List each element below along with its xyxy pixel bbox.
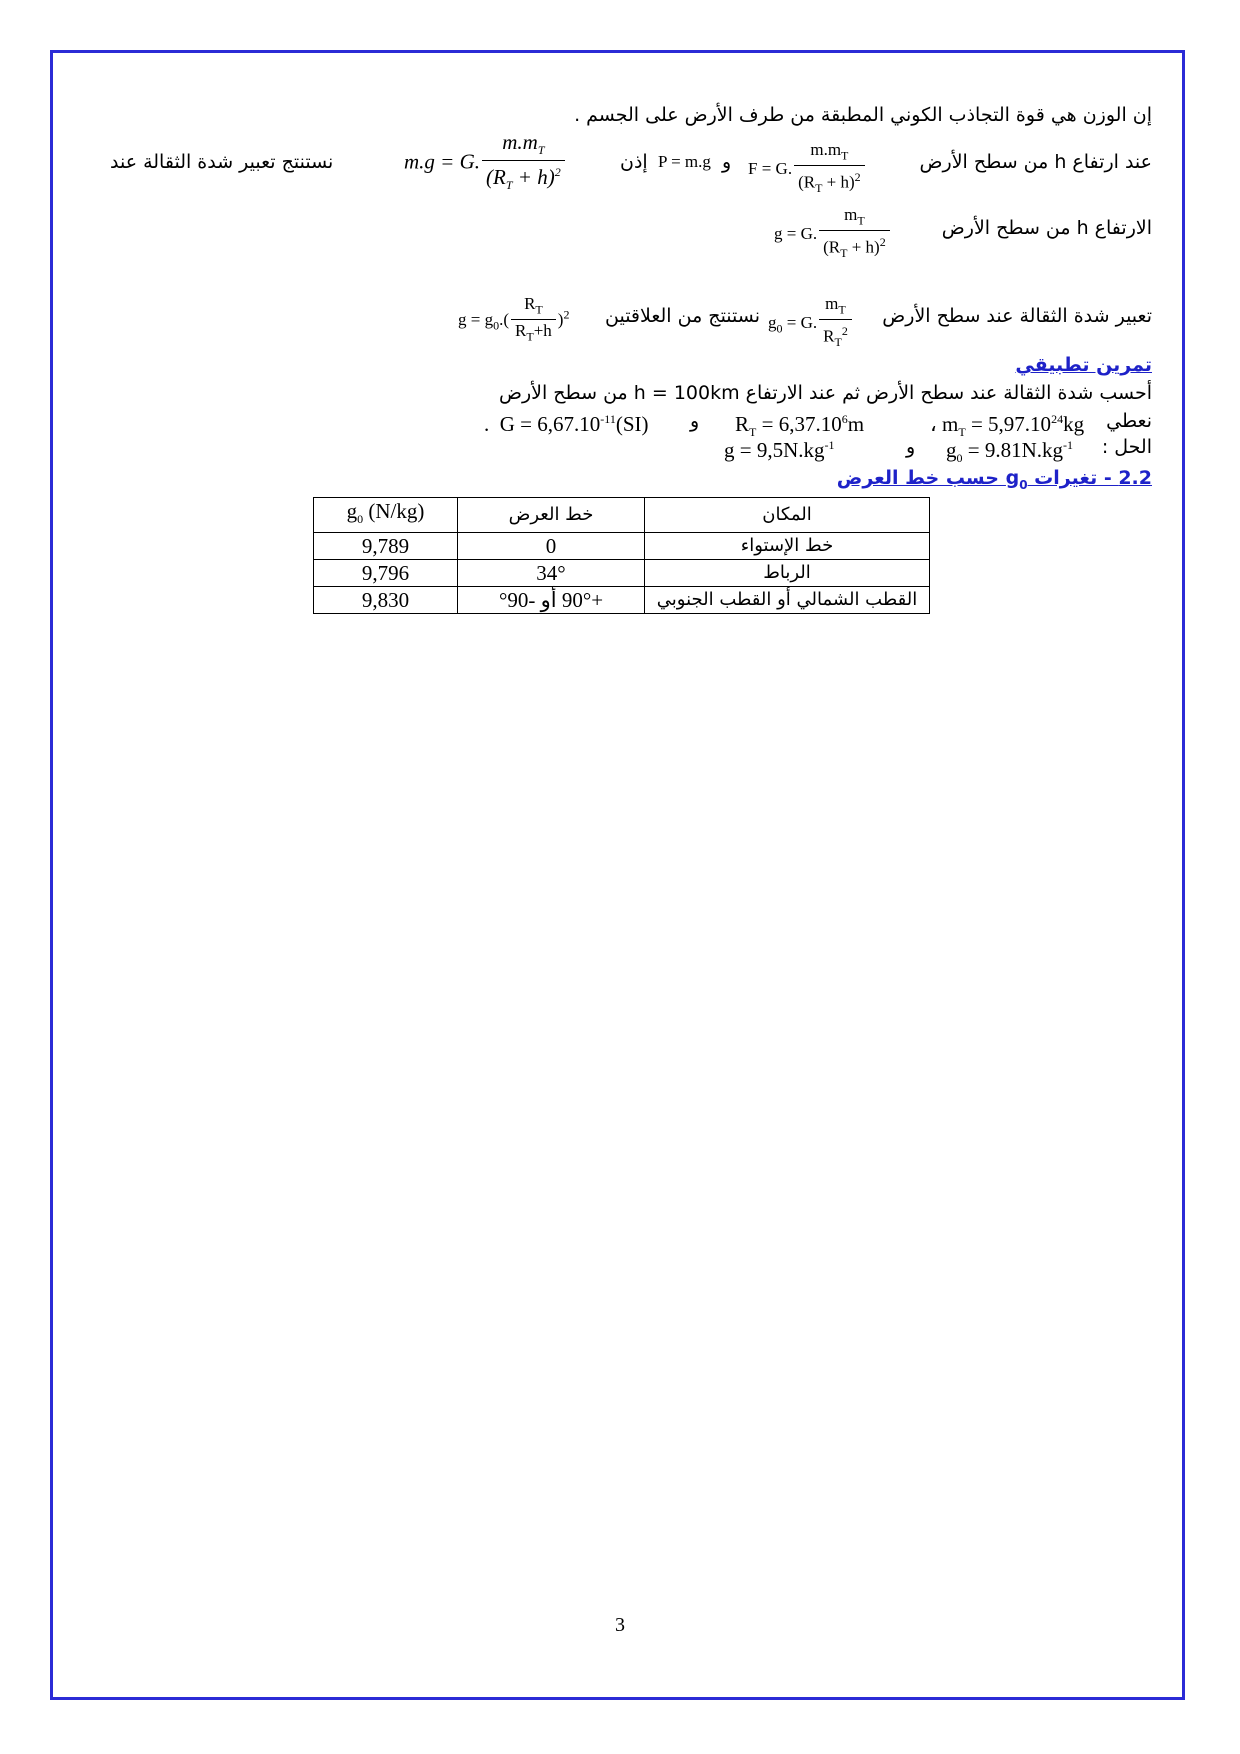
- cell-place: القطب الشمالي أو القطب الجنوبي: [645, 587, 930, 614]
- solution-label: الحل :: [1101, 436, 1152, 458]
- given-mt: ، $m_T = 5,97.10^{24}kg$: [930, 412, 1085, 440]
- given-G: . $G = 6,67.10^{-11}(SI)$: [484, 412, 649, 436]
- then-text: إذن: [620, 151, 648, 173]
- table-row: [314, 587, 930, 614]
- cell-place: الرباط: [645, 560, 930, 587]
- line4-mid-text: نستنتج من العلاقتين: [605, 305, 761, 327]
- latitude-table: [313, 497, 930, 614]
- formula-mg: m.g = G. $\frac{m.m_T}{(R_T + h)^2}$: [404, 132, 567, 196]
- table-header-row: [314, 498, 930, 533]
- table-row: [314, 560, 930, 587]
- formula-g0: $g_0 = G$. $\frac{m_T}{R_T^2}$: [768, 294, 854, 353]
- exercise-question: أحسب شدة الثقالة عند سطح الأرض ثم عند الارتفاع h = 100km من سطح الأرض: [498, 382, 1152, 404]
- solution-and: و: [906, 436, 916, 458]
- given-rt: $R_T = 6,37.10^6m$: [735, 412, 865, 440]
- given-and: و: [690, 410, 700, 432]
- exercise-title: تمرين تطبيقي: [1015, 354, 1152, 376]
- intro-text: إن الوزن هي قوة التجاذب الكوني المطبقة من طرف الأرض على الجسم .: [574, 104, 1152, 126]
- formula-g-relation: $g = g_0$.( $\frac{R_T}{R_T+h}$ )$^2$: [458, 294, 570, 344]
- cell-place: خط الإستواء: [645, 533, 930, 560]
- line2-left-text: نستنتج تعبير شدة الثقالة عند: [110, 151, 334, 173]
- line3-right-text: الارتفاع h من سطح الأرض: [941, 217, 1152, 239]
- table-row: [314, 533, 930, 560]
- page-border: [50, 50, 1185, 1700]
- header-latitude: خط العرض: [458, 498, 645, 533]
- cell-latitude: 0: [458, 533, 645, 560]
- line4-right-text: تعبير شدة الثقالة عند سطح الأرض: [882, 305, 1152, 327]
- formula-P: P = m.g: [658, 152, 711, 171]
- solution-g: $g = 9,5N.kg^{-1}$: [724, 438, 835, 462]
- cell-latitude: +90° أو -90°: [458, 587, 645, 614]
- and-text-1: و: [722, 151, 732, 173]
- given-label: نعطي: [1106, 410, 1152, 432]
- formula-g: g = G. $\frac{m_T}{(R_T + h)^2}$: [774, 205, 892, 264]
- page-number: 3: [615, 1614, 625, 1636]
- section-title: 2.2 - تغيرات $g_0$ حسب خط العرض: [836, 467, 1152, 492]
- cell-latitude: 34°: [458, 560, 645, 587]
- header-g0: $g_0$ (N/kg): [314, 498, 458, 533]
- line2-right-text: عند ارتفاع h من سطح الأرض: [919, 151, 1152, 173]
- cell-g0: 9,789: [314, 533, 458, 560]
- cell-g0: 9,830: [314, 587, 458, 614]
- formula-F: F = G. $\frac{m.m_T}{(R_T + h)^2}$: [748, 140, 867, 199]
- solution-g0: $g_0 = 9.81N.kg^{-1}$: [946, 438, 1074, 466]
- header-place: المكان: [645, 498, 930, 533]
- cell-g0: 9,796: [314, 560, 458, 587]
